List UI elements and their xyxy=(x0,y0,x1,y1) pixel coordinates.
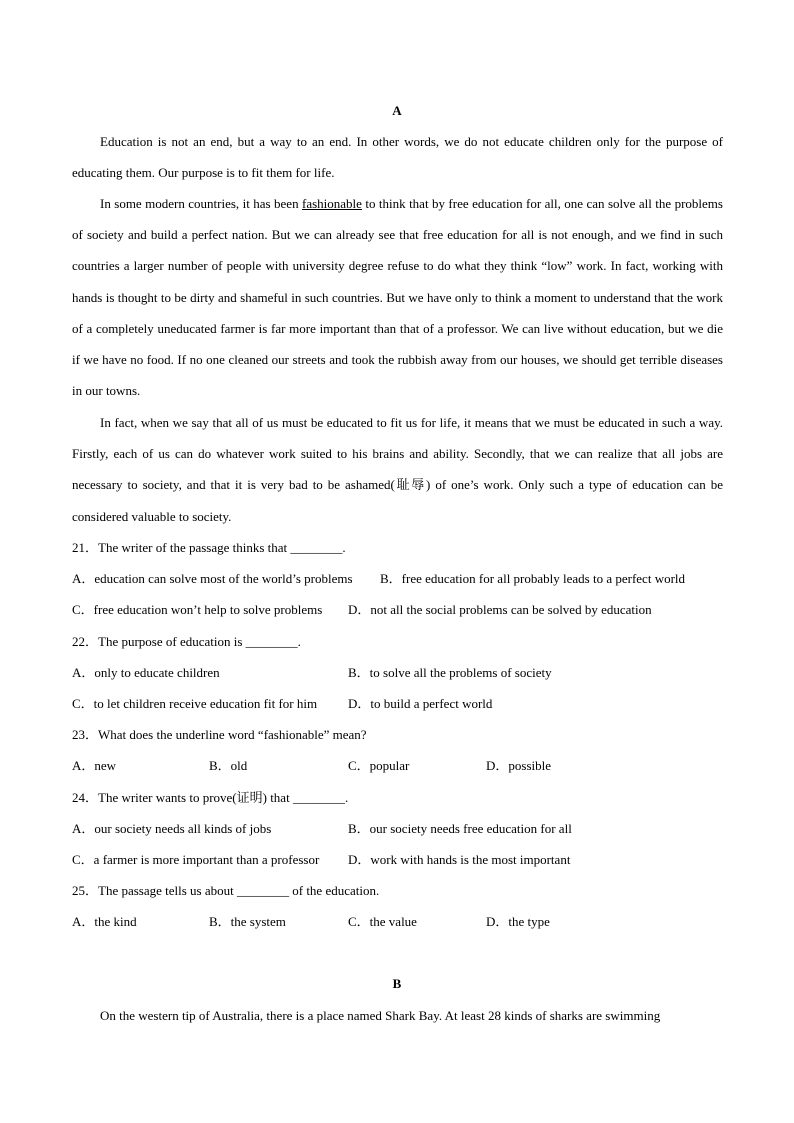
section-a-paragraph-3: In fact, when we say that all of us must be educated to fit us for life, it means that we must be educated in such a way. Firstly, each of us can do whatever work suited to his brains and ability. Secondly, that we can realize that all jobs are necessary to society, and that it is very bad to be ashamed(耻辱) of one’s work. Only such a type of education can be considered valuable to society. xyxy=(72,415,723,524)
section-a-heading: A xyxy=(392,103,402,118)
question-22-option-d: D．to build a perfect world xyxy=(348,696,493,711)
question-23-option-d: D．possible xyxy=(486,758,552,773)
question-21-option-c: C．free education won’t help to solve problems xyxy=(72,602,323,617)
question-21-option-d: D．not all the social problems can be solved by education xyxy=(348,602,652,617)
question-25-stem: 25．The passage tells us about ________ of the education. xyxy=(72,883,380,898)
question-21-stem: 21．The writer of the passage thinks that ________. xyxy=(72,540,346,555)
question-23-option-c: C．popular xyxy=(348,758,410,773)
question-24-stem: 24．The writer wants to prove(证明) that ________. xyxy=(72,790,349,805)
question-25-option-d: D．the type xyxy=(486,914,550,929)
question-23-option-a: A．new xyxy=(72,758,117,773)
question-25-option-b: B．the system xyxy=(209,914,286,929)
question-21-option-b: B．free education for all probably leads to a perfect world xyxy=(380,571,686,586)
question-25-option-a: A．the kind xyxy=(72,914,137,929)
question-23-option-b: B．old xyxy=(209,758,248,773)
question-22-option-b: B．to solve all the problems of society xyxy=(348,665,552,680)
question-22-option-a: A．only to educate children xyxy=(72,665,220,680)
section-a-paragraph-1: Education is not an end, but a way to an end. In other words, we do not educate children only for the purpose of educating them. Our purpose is to fit them for life. xyxy=(72,134,723,181)
section-b-paragraph-1: On the western tip of Australia, there is a place named Shark Bay. At least 28 kinds of sharks are swimming xyxy=(100,1008,661,1023)
paragraph-2-text-start: In some modern countries, it has been xyxy=(100,196,303,211)
question-22-stem: 22．The purpose of education is ________. xyxy=(72,634,301,649)
question-21-option-a: A．education can solve most of the world’s problems xyxy=(72,571,353,586)
paragraph-2-text-end: to think that by free education for all, one can solve all the problems of society and build a perfect nation. But we can already see that free education for all is not enough, and we find in such countries a larger number of people with university degree refuse to do what they think “low” work. In fact, working with hands is thought to be dirty and shameful in such countries. But we have only to think a moment to understand that the work of a completely uneducated farmer is far more important than that of a professor. We can live without education, but we die if we have no food. If no one cleaned our streets and took the rubbish away from our houses, we should get terrible diseases in our towns. xyxy=(72,196,723,399)
section-b-heading: B xyxy=(392,976,402,991)
question-24-option-b: B．our society needs free education for all xyxy=(348,821,572,836)
question-24-option-c: C．a farmer is more important than a professor xyxy=(72,852,320,867)
question-22-option-c: C．to let children receive education fit for him xyxy=(72,696,318,711)
question-23-stem: 23．What does the underline word “fashionable” mean? xyxy=(72,727,367,742)
question-24-option-d: D．work with hands is the most important xyxy=(348,852,571,867)
question-24-option-a: A．our society needs all kinds of jobs xyxy=(72,821,272,836)
section-a-paragraph-2 xyxy=(72,188,723,406)
question-25-option-c: C．the value xyxy=(348,914,417,929)
underlined-word: fashionable xyxy=(302,196,362,211)
